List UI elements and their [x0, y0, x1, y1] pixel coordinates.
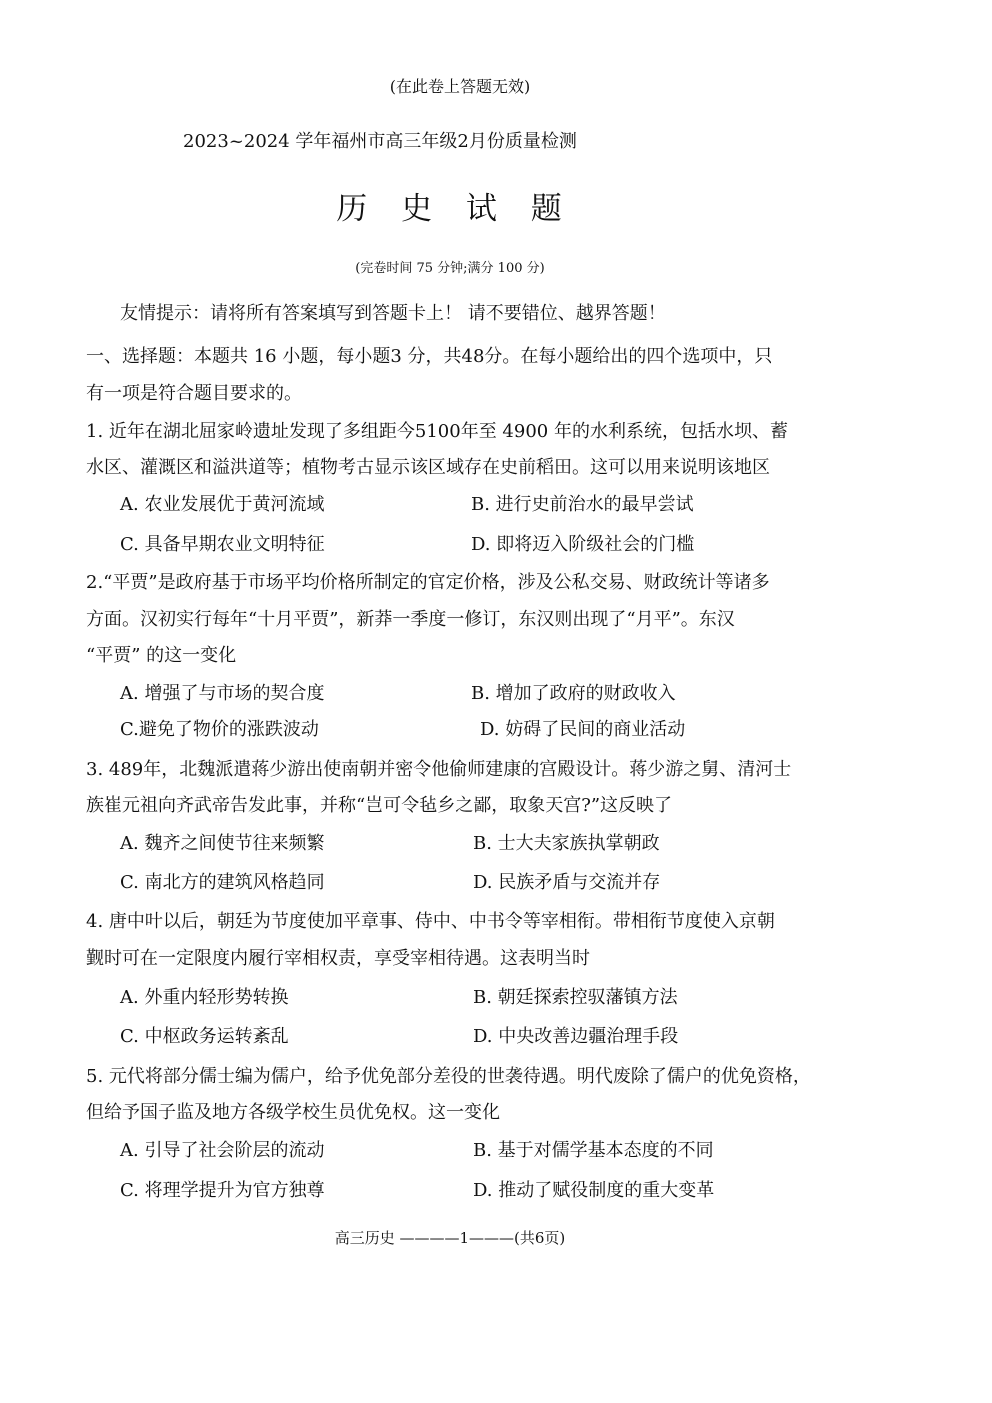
question-2-option-b: B. 增加了政府的财政收入 — [471, 683, 676, 704]
question-5-line-1: 5. 元代将部分儒士编为儒户，给予优免部分差役的世袭待遇。明代废除了儒户的优免资格， — [86, 1066, 811, 1087]
question-4-option-b: B. 朝廷探索控驭藩镇方法 — [473, 987, 678, 1008]
question-5-option-b: B. 基于对儒学基本态度的不同 — [473, 1140, 714, 1161]
question-2-line-3: “平贾” 的这一变化 — [86, 645, 237, 666]
question-3-line-2: 族崔元祖向齐武帝告发此事，并称“岂可令毡乡之鄙，取象天宫?”这反映了 — [86, 795, 673, 816]
page-footer: 高三历史 ————1———(共6页) — [334, 1229, 566, 1247]
question-3-option-b: B. 士大夫家族执掌朝政 — [473, 833, 660, 854]
question-1-line-1: 1. 近年在湖北屈家岭遗址发现了多组距今5100年至 4900 年的水利系统，包括水坝、蓄 — [86, 421, 788, 442]
question-4-option-d: D. 中央改善边疆治理手段 — [473, 1026, 679, 1047]
question-1-option-a: A. 农业发展优于黄河流域 — [120, 494, 325, 515]
question-2-option-a: A. 增强了与市场的契合度 — [120, 683, 325, 704]
notice-text: (在此卷上答题无效) — [389, 77, 531, 96]
question-1-line-2: 水区、灌溉区和溢洪道等；植物考古显示该区域存在史前稻田。这可以用来说明该地区 — [86, 457, 770, 478]
question-2-option-c: C.避免了物价的涨跌波动 — [120, 719, 319, 740]
question-3-option-c: C. 南北方的建筑风格趋同 — [120, 872, 325, 893]
question-1-option-b: B. 进行史前治水的最早尝试 — [471, 494, 694, 515]
question-4-line-2: 觐时可在一定限度内履行宰相权责，享受宰相待遇。这表明当时 — [86, 948, 590, 969]
question-4-line-1: 4. 唐中叶以后，朝廷为节度使加平章事、侍中、中书令等宰相衔。带相衔节度使入京朝 — [86, 911, 775, 932]
question-5-line-2: 但给予国子监及地方各级学校生员优免权。这一变化 — [86, 1102, 500, 1123]
section-instruction-line-2: 有一项是符合题目要求的。 — [86, 383, 302, 404]
question-5-option-d: D. 推动了赋役制度的重大变革 — [473, 1180, 715, 1201]
page-title: 历 史 试 题 — [336, 191, 574, 227]
question-3-option-a: A. 魏齐之间使节往来频繁 — [120, 833, 325, 854]
question-2-line-1: 2.“平贾”是政府基于市场平均价格所制定的官定价格，涉及公私交易、财政统计等诸多 — [86, 572, 770, 593]
exam-header: 2023~2024 学年福州市高三年级2月份质量检测 — [183, 131, 577, 152]
exam-meta: (完卷时间 75 分钟;满分 100 分) — [355, 261, 545, 276]
question-4-option-c: C. 中枢政务运转紊乱 — [120, 1026, 289, 1047]
question-1-option-c: C. 具备早期农业文明特征 — [120, 534, 325, 555]
question-5-option-c: C. 将理学提升为官方独尊 — [120, 1180, 325, 1201]
question-2-line-2: 方面。汉初实行每年“十月平贾”，新莽一季度一修订，东汉则出现了“月平”。东汉 — [86, 609, 735, 630]
section-instruction-line-1: 一、选择题：本题共 16 小题，每小题3 分，共48分。在每小题给出的四个选项中，只 — [86, 346, 773, 367]
question-1-option-d: D. 即将迈入阶级社会的门槛 — [471, 534, 695, 555]
question-2-option-d: D. 妨碍了民间的商业活动 — [480, 719, 686, 740]
question-5-option-a: A. 引导了社会阶层的流动 — [120, 1140, 325, 1161]
question-3-line-1: 3. 489年，北魏派遣蒋少游出使南朝并密令他偷师建康的宫殿设计。蒋少游之舅、清河士 — [86, 759, 792, 780]
friendly-tip: 友情提示：请将所有答案填写到答题卡上！ 请不要错位、越界答题！ — [120, 303, 666, 324]
question-3-option-d: D. 民族矛盾与交流并存 — [473, 872, 661, 893]
question-4-option-a: A. 外重内轻形势转换 — [120, 987, 289, 1008]
